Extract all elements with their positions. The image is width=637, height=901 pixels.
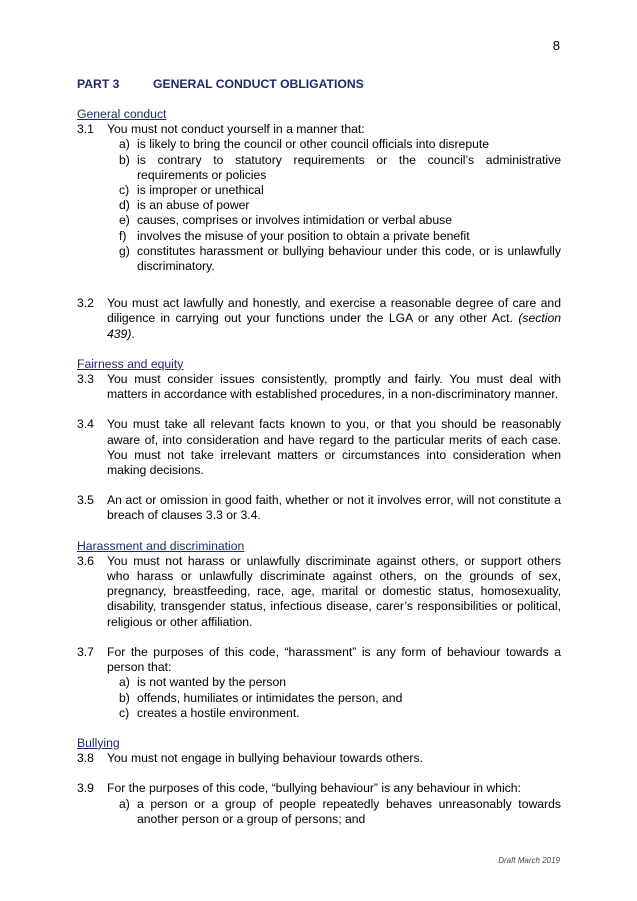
clause-3-4	[77, 417, 561, 478]
list-text: constitutes harassment or bullying behaviour under this code, or is unlawfully discriminatory.	[137, 243, 561, 274]
page-number: 8	[552, 38, 560, 53]
list-item	[119, 706, 561, 721]
list-letter: b)	[119, 152, 130, 167]
list-text: is likely to bring the council or other council officials into disrepute	[137, 137, 490, 152]
clause-number: 3.4	[77, 417, 94, 432]
list-letter: a)	[119, 796, 130, 811]
clause-text: You must consider issues consistently, promptly and fairly. You must deal with matters in accordance with established procedures, in a non-discriminatory manner.	[107, 372, 561, 402]
list-letter: g)	[119, 243, 130, 258]
section-heading-bullying: Bullying	[77, 735, 120, 750]
clause-3-7	[77, 645, 561, 721]
clause-text: You must not harass or unlawfully discriminate against others, or support others who harass or unlawfully discriminate against others, on the grounds of sex, pregnancy, breastfeeding, race, age, marital or domestic status, homosexuality, disability, transgender status, infectious disease, carer’s responsibilities or political, religious or other affiliation.	[107, 553, 561, 629]
clause-3-7-list	[119, 675, 561, 721]
section-heading-fairness-equity: Fairness and equity	[77, 356, 184, 371]
clause-number: 3.1	[77, 122, 94, 137]
clause-number: 3.6	[77, 553, 94, 568]
clause-number: 3.9	[77, 781, 94, 796]
list-letter: d)	[119, 198, 130, 213]
list-text: causes, comprises or involves intimidation or verbal abuse	[137, 213, 452, 228]
footer-draft-date: Draft March 2019	[498, 856, 560, 865]
list-item	[119, 183, 561, 198]
list-text: is contrary to statutory requirements or the council’s administrative requirements or policies	[137, 152, 561, 182]
list-text: a person or a group of people repeatedly behaves unreasonably towards another person or a group of persons; and	[137, 796, 561, 826]
clause-number: 3.8	[77, 751, 94, 766]
clause-3-1-list	[119, 137, 561, 274]
list-item	[119, 137, 561, 152]
list-item	[119, 213, 561, 228]
clause-3-2	[77, 296, 561, 342]
clause-text: For the purposes of this code, “harassment” is any form of behaviour towards a person that:	[107, 644, 561, 675]
list-letter: e)	[119, 213, 130, 228]
document-body	[77, 107, 561, 827]
clause-3-1	[77, 122, 561, 274]
clause-text: For the purposes of this code, “bullying behaviour” is any behaviour in which:	[107, 781, 521, 796]
list-letter: f)	[119, 228, 127, 243]
clause-number: 3.2	[77, 296, 94, 311]
list-item	[119, 675, 561, 690]
list-item	[119, 244, 561, 274]
list-item	[119, 691, 561, 706]
clause-text: An act or omission in good faith, whether or not it involves error, will not constitute a breach of clauses 3.3 or 3.4.	[107, 493, 561, 523]
list-letter: c)	[119, 183, 130, 198]
clause-text: You must not conduct yourself in a manner that:	[107, 122, 365, 137]
clause-end-punctuation: .	[131, 326, 135, 341]
list-letter: b)	[119, 690, 130, 705]
list-item	[119, 797, 561, 827]
clause-number: 3.3	[77, 372, 94, 387]
list-text: is not wanted by the person	[137, 675, 287, 690]
list-text: involves the misuse of your position to obtain a private benefit	[137, 228, 470, 243]
part-heading	[77, 77, 364, 92]
list-letter: a)	[119, 137, 130, 152]
section-heading-harassment-discrimination: Harassment and discrimination	[77, 538, 245, 553]
clause-text: You must act lawfully and honestly, and exercise a reasonable degree of care and diligence in carrying out your functions under the LGA or any other Act.	[107, 296, 561, 326]
clause-3-5	[77, 493, 561, 523]
clause-3-3	[77, 372, 561, 402]
list-item	[119, 153, 561, 183]
list-text: offends, humiliates or intimidates the person, and	[137, 690, 403, 705]
list-text: is an abuse of power	[137, 198, 250, 213]
section-heading-general-conduct: General conduct	[77, 107, 167, 121]
clause-3-9	[77, 781, 561, 827]
list-text: is improper or unethical	[137, 183, 264, 198]
clause-3-8	[77, 751, 561, 766]
clause-number: 3.7	[77, 644, 94, 659]
clause-text: You must not engage in bullying behaviour towards others.	[107, 751, 423, 766]
clause-3-9-list	[119, 797, 561, 827]
list-text: creates a hostile environment.	[137, 705, 300, 720]
list-letter: a)	[119, 675, 130, 690]
list-letter: c)	[119, 705, 130, 720]
part-title: GENERAL CONDUCT OBLIGATIONS	[153, 77, 364, 91]
clause-3-6	[77, 554, 561, 630]
clause-number: 3.5	[77, 493, 94, 508]
section-reference: (section 439)	[107, 311, 562, 341]
list-item	[119, 198, 561, 213]
clause-text: You must take all relevant facts known to you, or that you should be reasonably aware of, into consideration and have regard to the particular merits of each case. You must not take irrelevant matters or circumstances into consideration when making decisions.	[107, 417, 561, 478]
part-label: PART 3	[77, 77, 120, 91]
list-item	[119, 229, 561, 244]
